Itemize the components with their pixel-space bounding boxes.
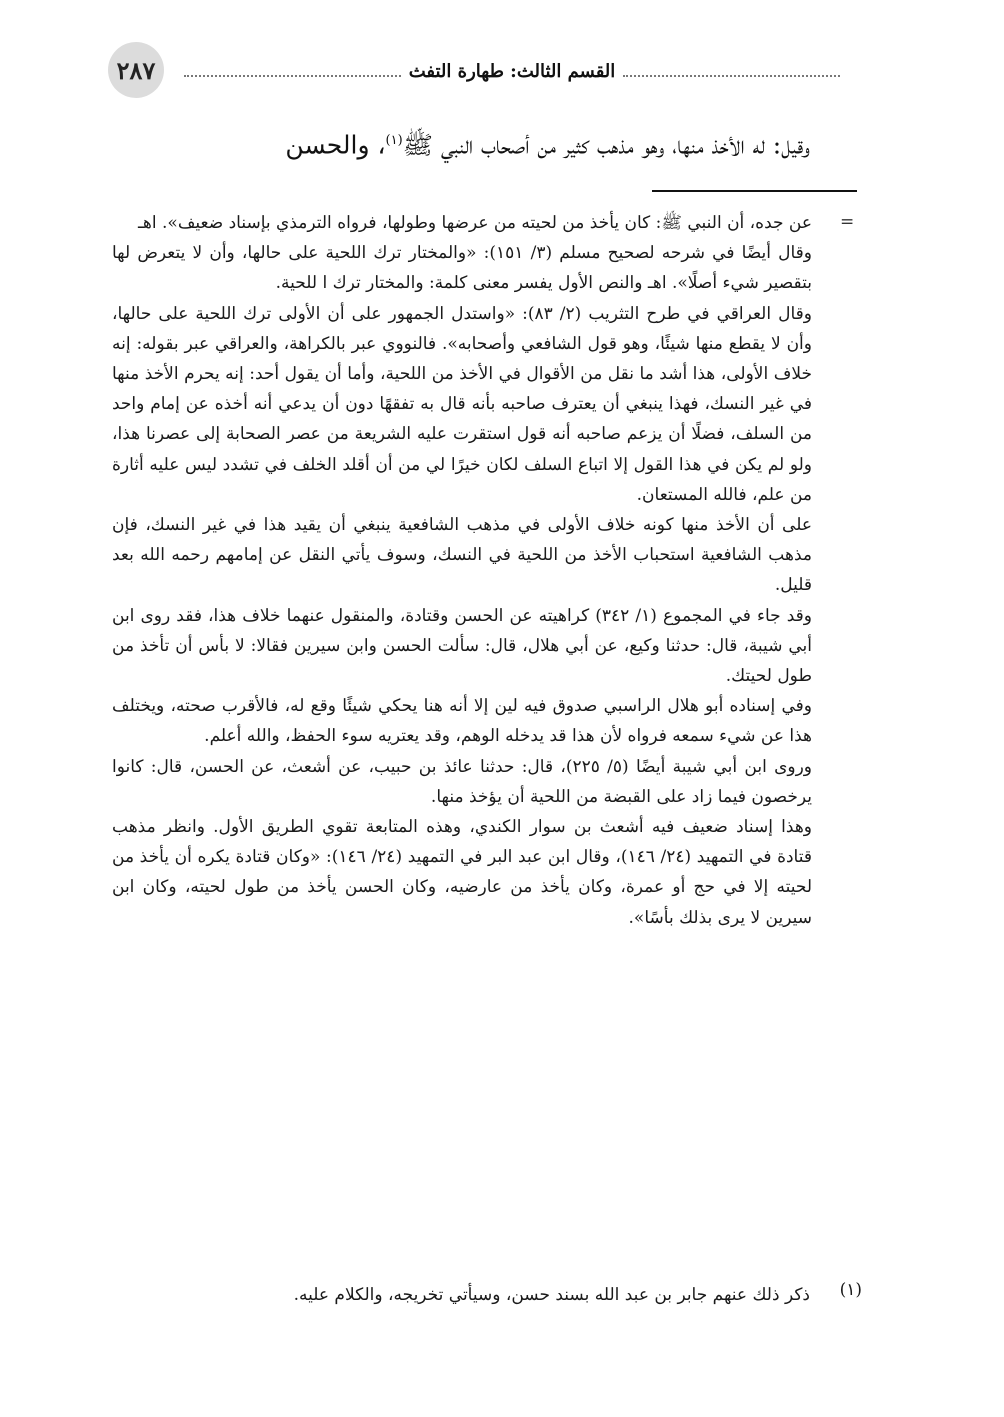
- note-paragraph: وقال العراقي في طرح التثريب (٢/ ٨٣): «واستدل الجمهور على أن الأولى ترك اللحية على حالها، وأن لا يقطع منها شيئًا، وهو قول الشافعي وأصحابه». فالنووي عبر بالكراهة، والعراقي عبر بقوله: إنه خلاف الأولى، هذا أشد ما نقل من الأقوال في الأخذ من اللحية، وأما أن يقول أحد: إنه يحرم الأخذ منها في غير النسك، فهذا ينبغي أن يعترف صاحبه بأنه قال به تفقهًا دون أن يدعي أنه أخذه عن إمام واحد من السلف، فضلًا أن يزعم صاحبه أنه قول استقرت عليه الشريعة من عصر الصحابة إلى عصرنا هذا، ولو لم يكن في هذا القول إلا اتباع السلف لكان خيرًا لي من أن أقلد الخلف في تشدد ليس عليه أثارة من علم، فالله المستعان.: [112, 303, 812, 505]
- main-text: [110, 118, 810, 168]
- note-paragraph: وقد جاء في المجموع (١/ ٣٤٢) كراهيته عن الحسن وقتادة، والمنقول عنهما خلاف هذا، فقد روى ابن أبي شيبة، قال: حدثنا وكيع، عن أبي هلال، قال: سألت الحسن وابن سيرين فقالا: لا بأس أن تأخذ من طول لحيتك.: [112, 605, 812, 687]
- note-paragraph: وقال أيضًا في شرحه لصحيح مسلم (٣/ ١٥١): «والمختار ترك اللحية على حالها، وأن لا يتعرض لها بتقصير شيء أصلًا». اهـ والنص الأول يفسر معنى كلمة: والمختار ترك ا للحية.: [112, 243, 812, 294]
- footnote-reference: (١): [385, 133, 403, 148]
- note-paragraph: عن جده، أن النبي ﷺ: كان يأخذ من لحيته من عرضها وطولها، فرواه الترمذي بإسناد ضعيف». اهـ: [137, 213, 812, 233]
- leader-dots-left: [184, 65, 401, 77]
- continuation-marker: =: [840, 212, 855, 232]
- running-head: [176, 60, 848, 82]
- note-paragraph: وروى ابن أبي شيبة أيضًا (٥/ ٢٢٥)، قال: حدثنا عائذ بن حبيب، عن أشعث، عن الحسن، قال: كانوا يرخصون فيما زاد على القبضة من اللحية أن يؤخذ منها.: [112, 756, 812, 807]
- page-number: ٢٨٧: [108, 42, 164, 98]
- footnote-text: ذكر ذلك عنهم جابر بن عبد الله بسند حسن، وسيأتي تخريجه، والكلام عليه.: [293, 1285, 810, 1305]
- main-text-after-note: ، والحسن: [285, 130, 386, 160]
- continued-notes: [112, 208, 812, 933]
- leader-dots-right: [623, 65, 840, 77]
- main-text-before-note: وقيل: له الأخذ منها، وهو مذهب كثير من أصحاب النبي ﷺ: [402, 130, 810, 160]
- note-paragraph: وفي إسناده أبو هلال الراسبي صدوق فيه لين إلا أنه هنا يحكي شيئًا وقع له، فالأقرب صحته، ويختلف هذا عن شيء سمعه فرواه لأن هذا قد يدخله الوهم، وقد يعتريه سوء الحفظ، والله أعلم.: [112, 696, 812, 747]
- note-paragraph: على أن الأخذ منها كونه خلاف الأولى في مذهب الشافعية ينبغي أن يقيد هذا في غير النسك، فإن مذهب الشافعية استحباب الأخذ من اللحية في النسك، وسوف يأتي النقل عن إمامهم رحمه الله بعد قليل.: [112, 515, 812, 596]
- running-head-title: القسم الثالث: طهارة التفث: [408, 60, 616, 82]
- footnote-separator: [652, 190, 857, 192]
- footnote-marker: (١): [839, 1280, 862, 1300]
- page-header: [108, 42, 848, 98]
- note-paragraph: وهذا إسناد ضعيف فيه أشعث بن سوار الكندي، وهذه المتابعة تقوي الطريق الأول. وانظر مذهب قتادة في التمهيد (٢٤/ ١٤٦)، وقال ابن عبد البر في التمهيد (٢٤/ ١٤٦): «وكان قتادة يكره أن يأخذ من لحيته إلا في حج أو عمرة، وكان يأخذ من عارضيه، وكان الحسن يأخذ من طول لحيته، وكان ابن سيرين لا يرى بذلك بأسًا».: [112, 817, 812, 928]
